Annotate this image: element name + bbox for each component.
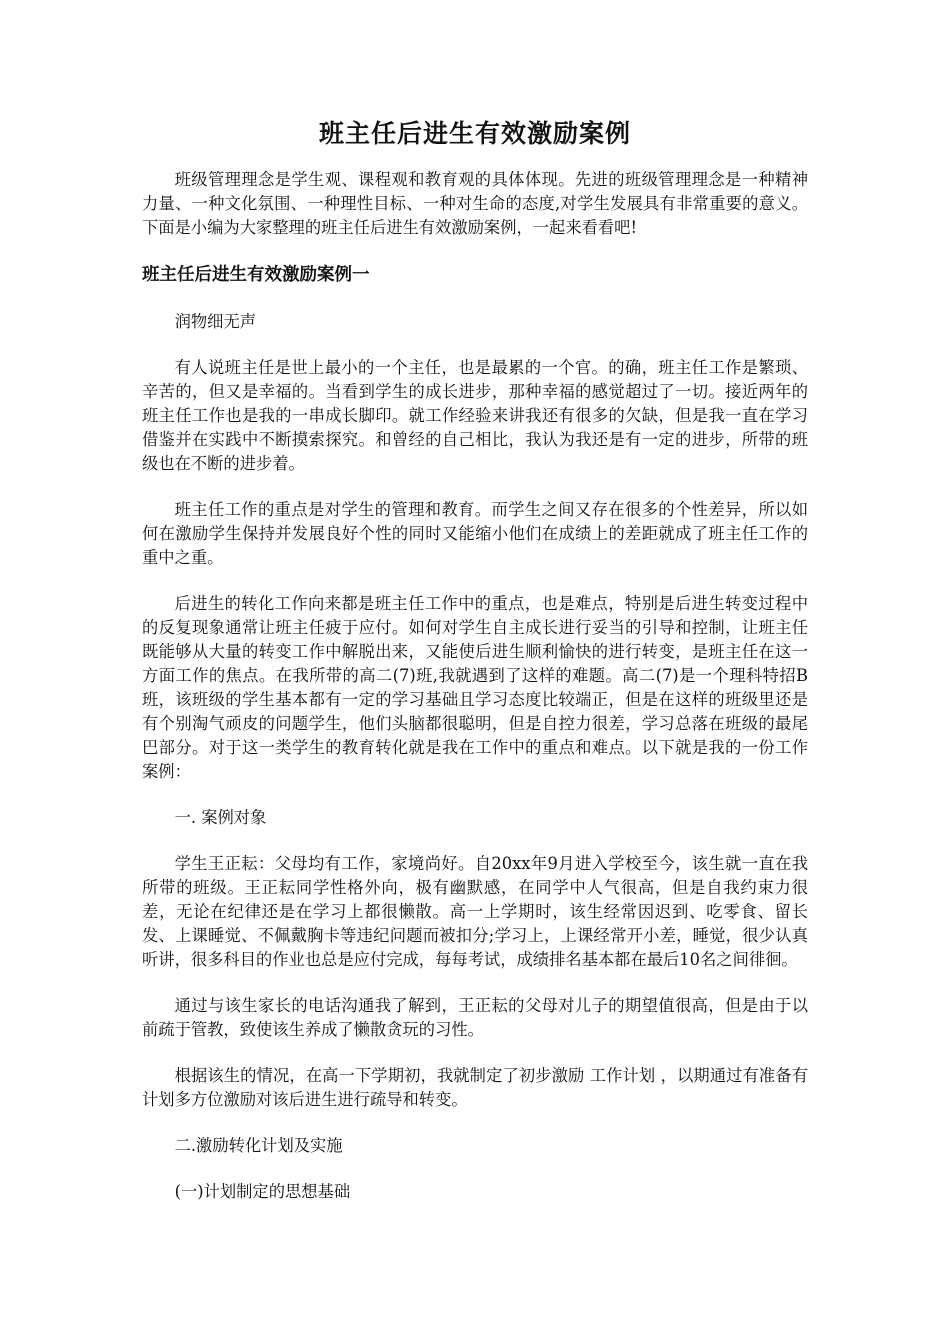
document-title: 班主任后进生有效激励案例 <box>318 119 631 148</box>
body-paragraph-4: 学生王正耘：父母均有工作，家境尚好。自20xx年9月进入学校至今，该生就一直在我所带的班级。王正耘同学性格外向，极有幽默感，在同学中人气很高，但是自我约束力很差，无论在纪律还是在学习上都很懒散。高一上学期时，该生经常因迟到、吃零食、留长发、上课睡觉、不佩戴胸卡等违纪问题而被扣分;学习上，上课经常开小差，睡觉，很少认真听讲，很多科目的作业也总是应付完成，每每考试，成绩排名基本都在最后10名之间徘徊。 <box>142 854 808 969</box>
section-heading: 班主任后进生有效激励案例一 <box>142 265 370 285</box>
subheading-plan: 二.激励转化计划及实施 <box>174 1136 343 1155</box>
body-paragraph-1: 有人说班主任是世上最小的一个主任，也是最累的一个官。的确，班主任工作是繁琐、辛苦的，但又是幸福的。当看到学生的成长进步，那种幸福的感觉超过了一切。接近两年的班主任工作也是我的一串成长脚印。就工作经验来讲我还有很多的欠缺，但是我一直在学习借鉴并在实践中不断摸索探究。和曾经的自己相比，我认为我还是有一定的进步，所带的班级也在不断的进步着。 <box>142 358 808 473</box>
body-paragraph-6: 根据该生的情况，在高一下学期初，我就制定了初步激励 工作计划 ，以期通过有准备有计划多方位激励对该后进生进行疏导和转变。 <box>142 1066 808 1109</box>
subtitle-paragraph: 润物细无声 <box>174 312 257 331</box>
body-paragraph-3: 后进生的转化工作向来都是班主任工作中的重点，也是难点，特别是后进生转变过程中的反复现象通常让班主任疲于应付。如何对学生自主成长进行妥当的引导和控制，让班主任既能够从大量的转变工作中解脱出来，又能使后进生顺利愉快的进行转变，是班主任在这一方面工作的焦点。在我所带的高二(7)班,我就遇到了这样的难题。高二(7)是一个理科特招B班，该班级的学生基本都有一定的学习基础且学习态度比较端正，但是在这样的班级里还是有个别淘气顽皮的问题学生，他们头脑都很聪明，但是自控力很差，学习总落在班级的最尾巴部分。对于这一类学生的教育转化就是我在工作中的重点和难点。以下就是我的一份工作案例： <box>142 594 808 781</box>
body-paragraph-2: 班主任工作的重点是对学生的管理和教育。而学生之间又存在很多的个性差异，所以如何在激励学生保持并发展良好个性的同时又能缩小他们在成绩上的差距就成了班主任工作的重中之重。 <box>142 500 808 567</box>
body-paragraph-5: 通过与该生家长的电话沟通我了解到，王正耘的父母对儿子的期望值很高，但是由于以前疏于管教，致使该生养成了懒散贪玩的习性。 <box>142 996 808 1039</box>
subheading-case-subject: 一. 案例对象 <box>174 808 267 827</box>
subheading-plan-basis: (一)计划制定的思想基础 <box>174 1182 351 1201</box>
intro-paragraph: 班级管理理念是学生观、课程观和教育观的具体体现。先进的班级管理理念是一种精神力量、一种文化氛围、一种理性目标、一种对生命的态度,对学生发展具有非常重要的意义。下面是小编为大家整理的班主任后进生有效激励案例，一起来看看吧! <box>142 170 808 237</box>
